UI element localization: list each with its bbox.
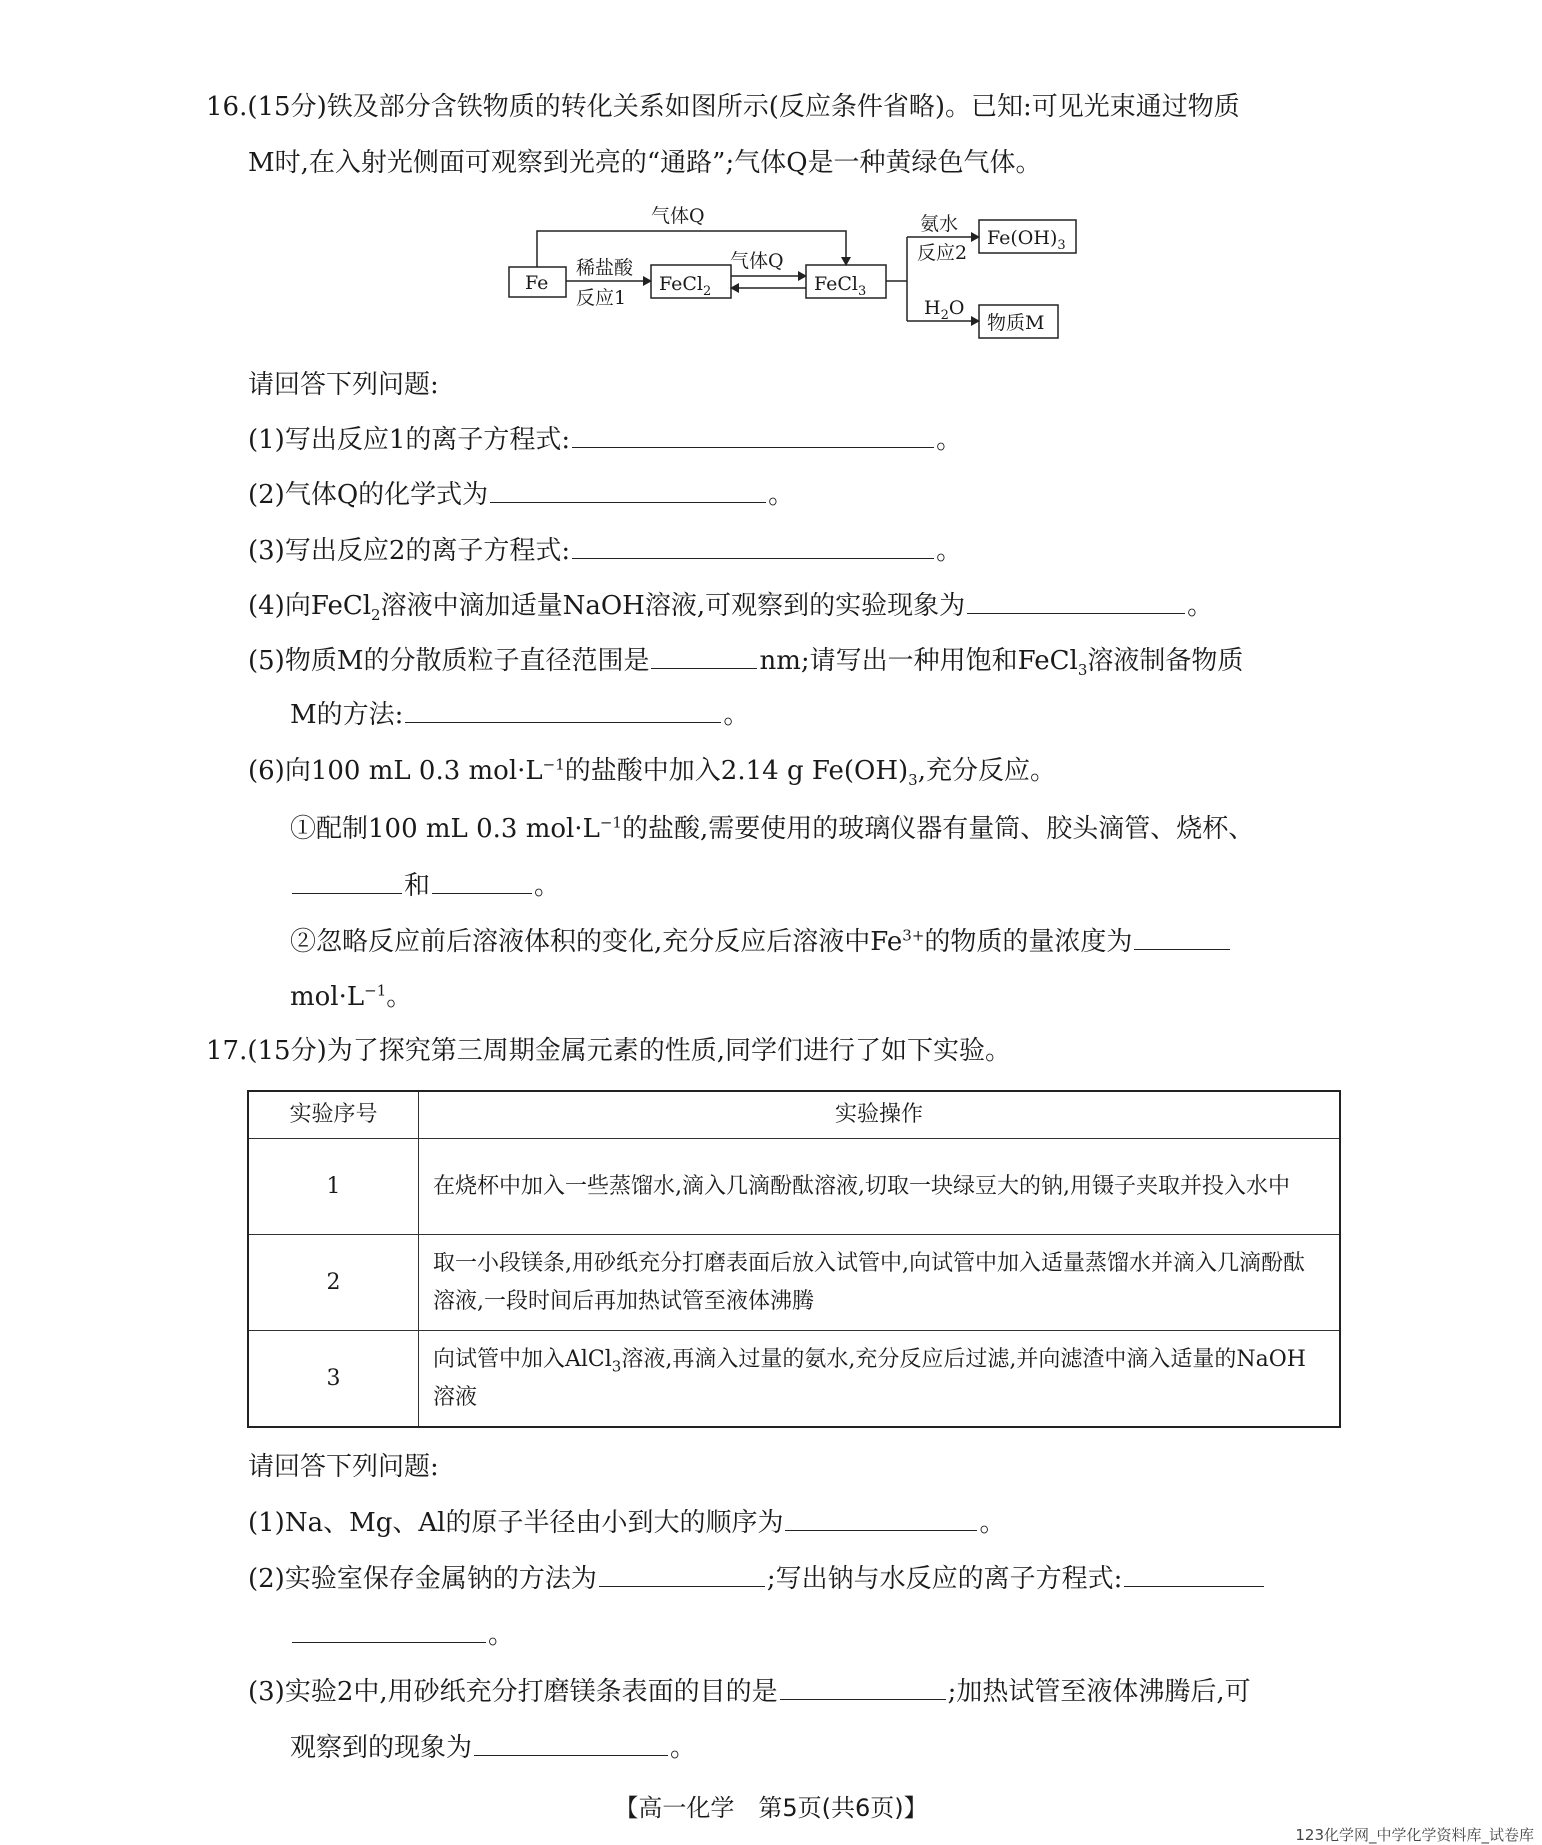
fecl3-label: FeCl$_3$ <box>814 273 867 299</box>
answer-blank[interactable] <box>1134 948 1230 950</box>
answer-blank[interactable] <box>572 557 934 559</box>
table-cell-op: 取一小段镁条,用砂纸充分打磨表面后放入试管中,向试管中加入适量蒸馏水并滴入几滴酚酞溶液,一段时间后再加热试管至液体沸腾 <box>419 1235 1341 1331</box>
q17-part3-cont: 观察到的现象为 。 <box>290 1733 697 1763</box>
q16-part6-1-cont: 和 。 <box>290 871 560 901</box>
q17-line1: 17.(15分)为了探究第三周期金属元素的性质,同学们进行了如下实验。 <box>206 1036 1011 1066</box>
q16-part3: (3)写出反应2的离子方程式: 。 <box>248 536 963 566</box>
answer-blank[interactable] <box>405 721 721 723</box>
q16-part6: (6)向100 mL 0.3 $mol\cdot L^{-1}$的盐酸中加入2.14 g $Fe(OH)_3$,充分反应。 <box>248 755 1056 790</box>
table-cell-op: 向试管中加入AlCl$_3$溶液,再滴入过量的氨水,充分反应后过滤,并向滤渣中滴入适量的NaOH溶液 <box>419 1331 1341 1428</box>
experiment-table <box>247 1090 1341 1428</box>
dilute-hcl-label: 稀盐酸 <box>576 257 634 279</box>
table-row <box>248 1139 1340 1235</box>
q17-prompt: 请回答下列问题: <box>248 1452 439 1482</box>
q17-part2-cont: 。 <box>290 1620 514 1650</box>
table-header-row <box>248 1091 1340 1139</box>
fe-label: Fe <box>525 272 549 294</box>
q16-part6-2: ②忽略反应前后溶液体积的变化,充分反应后溶液中$Fe^{3+}$的物质的量浓度为 <box>290 927 1232 957</box>
table-cell-no: 3 <box>248 1331 419 1428</box>
q16-line1: 16.(15分)铁及部分含铁物质的转化关系如图所示(反应条件省略)。已知:可见光束通过物质 <box>206 92 1240 122</box>
answer-blank[interactable] <box>651 667 757 669</box>
q17-part1: (1)Na、Mg、Al的原子半径由小到大的顺序为 。 <box>248 1508 1006 1538</box>
q17-part2: (2)实验室保存金属钠的方法为 ;写出钠与水反应的离子方程式: <box>248 1564 1266 1594</box>
table-row <box>248 1331 1340 1428</box>
gas-q-top-label: 气体Q <box>651 205 705 227</box>
answer-blank[interactable] <box>572 446 934 448</box>
q16-part2: (2)气体Q的化学式为 。 <box>248 480 795 510</box>
reaction1-label: 反应1 <box>576 287 627 309</box>
q17-part3: (3)实验2中,用砂纸充分打磨镁条表面的目的是 ;加热试管至液体沸腾后,可 <box>248 1677 1251 1707</box>
h2o-label: $H_2O$ <box>924 297 965 323</box>
answer-blank[interactable] <box>292 892 402 894</box>
q16-part5: (5)物质M的分散质粒子直径范围是 nm;请写出一种用饱和FeCl$_3$溶液制备物质 <box>248 646 1244 680</box>
answer-blank[interactable] <box>474 1754 668 1756</box>
q16-part6-1: ①配制100 mL 0.3 $mol\cdot L^{-1}$的盐酸,需要使用的玻璃仪器有量筒、胶头滴管、烧杯、 <box>290 813 1255 844</box>
table-cell-op: 在烧杯中加入一些蒸馏水,滴入几滴酚酞溶液,切取一块绿豆大的钠,用镊子夹取并投入水中 <box>419 1139 1341 1235</box>
q16-part5-cont: M的方法: 。 <box>290 700 750 730</box>
q16-part4: (4)向FeCl$_2$溶液中滴加适量NaOH溶液,可观察到的实验现象为 。 <box>248 591 1214 625</box>
q16-part6-2-cont: $mol\cdot L^{-1}$。 <box>290 981 413 1012</box>
page-footer: 【高一化学 第5页(共6页)】 <box>614 1794 928 1822</box>
q16-prompt: 请回答下列问题: <box>248 370 439 400</box>
answer-blank[interactable] <box>432 892 532 894</box>
watermark: 123化学网_中学化学资料库_试卷库 <box>1295 1826 1534 1844</box>
fecl2-label: FeCl$_2$ <box>659 273 712 299</box>
table-header: 实验操作 <box>419 1091 1341 1139</box>
table-row <box>248 1235 1340 1331</box>
answer-blank[interactable] <box>292 1641 486 1643</box>
feoh3-label: $Fe(OH)_3$ <box>987 227 1066 253</box>
substance-m-label: 物质M <box>987 312 1045 334</box>
table-header: 实验序号 <box>248 1091 419 1139</box>
gas-q-mid-label: 气体Q <box>730 250 784 272</box>
answer-blank[interactable] <box>490 501 766 503</box>
answer-blank[interactable] <box>785 1529 977 1531</box>
answer-blank[interactable] <box>599 1585 765 1587</box>
answer-blank[interactable] <box>780 1698 946 1700</box>
answer-blank[interactable] <box>967 612 1185 614</box>
ammonia-label: 氨水 <box>920 213 959 235</box>
iron-conversion-diagram <box>0 0 1542 380</box>
q16-line2: M时,在入射光侧面可观察到光亮的“通路”;气体Q是一种黄绿色气体。 <box>248 148 1042 178</box>
answer-blank[interactable] <box>1124 1585 1264 1587</box>
table-cell-no: 1 <box>248 1139 419 1235</box>
reaction2-label: 反应2 <box>917 242 968 264</box>
table-cell-no: 2 <box>248 1235 419 1331</box>
q16-part1: (1)写出反应1的离子方程式: 。 <box>248 425 963 455</box>
